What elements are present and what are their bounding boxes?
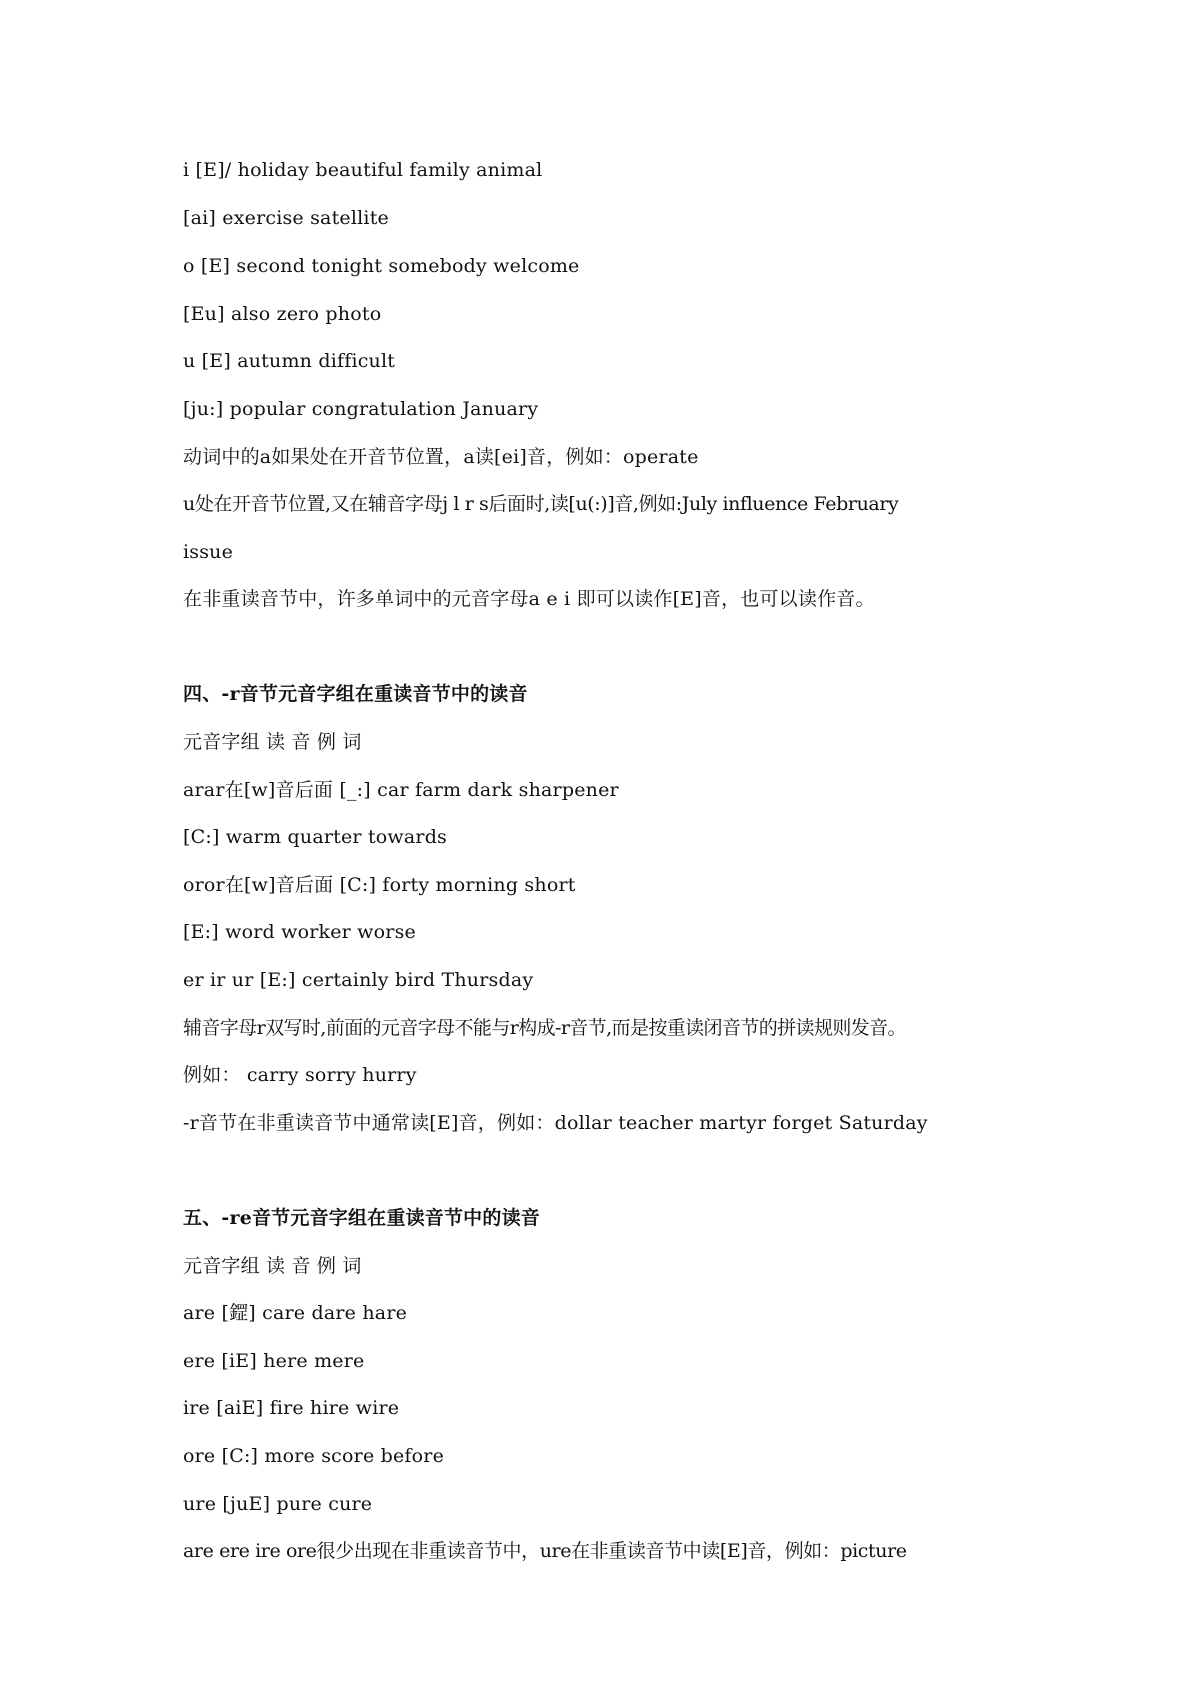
text-line: 动词中的a如果处在开音节位置，a读[ei]音，例如：operate — [183, 446, 699, 468]
text-line: ire [aiE] fire hire wire — [183, 1397, 400, 1419]
text-line: 辅音字母r双写时,前面的元音字母不能与r构成-r音节,而是按重读闭音节的拼读规则发音。 — [183, 1017, 906, 1039]
text-line: ere [iE] here mere — [183, 1350, 365, 1372]
text-line: -r音节在非重读音节中通常读[E]音，例如：dollar teacher martyr forget Saturday — [183, 1112, 928, 1134]
text-line: 例如： carry sorry hurry — [183, 1064, 417, 1086]
text-line: u处在开音节位置,又在辅音字母j l r s后面时,读[u(:)]音,例如:July influence February — [183, 493, 899, 515]
text-line: ure [juE] pure cure — [183, 1493, 373, 1515]
text-line: are [鎠] care dare hare — [183, 1302, 408, 1324]
text-line: 元音字组 读 音 例 词 — [183, 1255, 362, 1277]
text-line: oror在[w]音后面 [C:] forty morning short — [183, 874, 576, 896]
text-line: [Eu] also zero photo — [183, 303, 382, 325]
text-line: [ju:] popular congratulation January — [183, 398, 539, 420]
section-heading: 五、-re音节元音字组在重读音节中的读音 — [183, 1207, 540, 1229]
text-line: are ere ire ore很少出现在非重读音节中，ure在非重读音节中读[E]音，例如：picture — [183, 1540, 907, 1562]
text-line: [ai] exercise satellite — [183, 207, 389, 229]
text-line: [E:] word worker worse — [183, 921, 416, 943]
text-line: issue — [183, 541, 234, 563]
section-heading: 四、-r音节元音字组在重读音节中的读音 — [183, 683, 528, 705]
text-line: 在非重读音节中，许多单词中的元音字母a e i 即可以读作[E]音，也可以读作音。 — [183, 588, 875, 610]
text-line: u [E] autumn difficult — [183, 350, 396, 372]
text-line: [C:] warm quarter towards — [183, 826, 448, 848]
text-line: o [E] second tonight somebody welcome — [183, 255, 580, 277]
text-line: arar在[w]音后面 [_:] car farm dark sharpener — [183, 779, 619, 801]
text-line: i [E]/ holiday beautiful family animal — [183, 159, 543, 181]
text-line: ore [C:] more score before — [183, 1445, 445, 1467]
text-line: 元音字组 读 音 例 词 — [183, 731, 362, 753]
text-line: er ir ur [E:] certainly bird Thursday — [183, 969, 534, 991]
